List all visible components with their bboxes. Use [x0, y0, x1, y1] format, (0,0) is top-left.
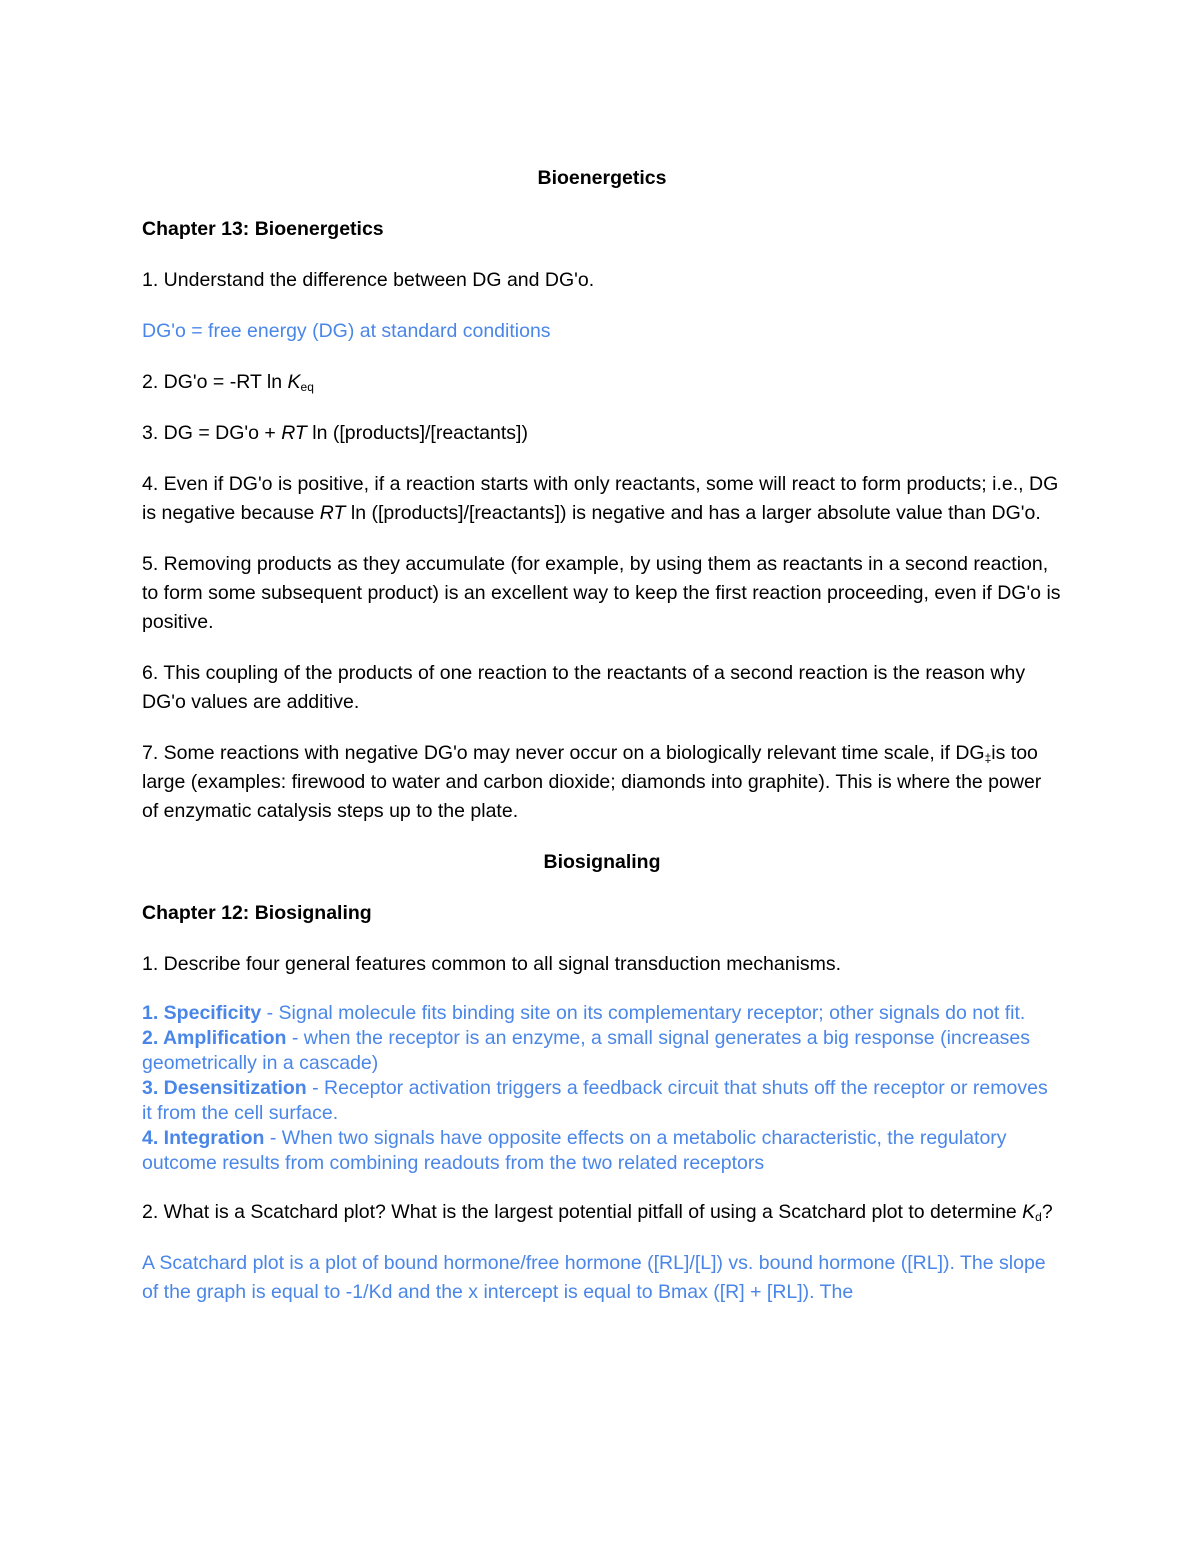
section-title-biosignaling: Biosignaling	[543, 851, 661, 873]
feature-lead: 4. Integration	[142, 1127, 265, 1149]
point-4-pre: 4. Even if DG'o is positive, if a reaction starts with only reactants, some will react to form products; i.e., DG is negative because	[142, 473, 1059, 524]
feature-text: - Receptor activation triggers a feedback circuit that shuts off the receptor or removes it from the cell surface.	[142, 1077, 1048, 1124]
equation-3-post: ln ([products]/[reactants])	[306, 422, 528, 444]
feature-text: - when the receptor is an enzyme, a small signal generates a big response (increases geometrically in a cascade)	[142, 1027, 1031, 1074]
feature-specificity	[142, 1001, 1062, 1026]
feature-text: - When two signals have opposite effects on a metabolic characteristic, the regulatory outcome results from combining readouts from the two related receptors	[142, 1127, 1007, 1174]
feature-integration	[142, 1126, 1062, 1176]
section-title-bioenergetics: Bioenergetics	[537, 167, 667, 189]
equation-3	[142, 419, 1062, 448]
equation-2-text: 2. DG'o = -RT ln	[142, 371, 288, 393]
question-scatchard-k: K	[1022, 1201, 1036, 1223]
equation-2-k: K	[287, 371, 301, 393]
point-7	[142, 739, 1062, 826]
feature-text: - Signal molecule fits binding site on its complementary receptor; other signals do not fit.	[261, 1002, 1026, 1024]
question-signal-features: 1. Describe four general features common to all signal transduction mechanisms.	[142, 953, 842, 975]
point-4-rt: RT	[319, 502, 346, 524]
question-scatchard	[142, 1198, 1062, 1227]
point-5: 5. Removing products as they accumulate (for example, by using them as reactants in a second reaction, to form some subsequent product) is an excellent way to keep the first reaction proceeding, even if DG'o is positive.	[142, 553, 1061, 633]
question-1: 1. Understand the difference between DG and DG'o.	[142, 269, 595, 291]
question-scatchard-pre: 2. What is a Scatchard plot? What is the largest potential pitfall of using a Scatchard plot to determine	[142, 1201, 1023, 1223]
point-7-sym: ‡	[984, 751, 992, 765]
feature-desensitization	[142, 1076, 1062, 1126]
point-6: 6. This coupling of the products of one reaction to the reactants of a second reaction is the reason why DG'o values are additive.	[142, 662, 1026, 713]
question-scatchard-post: ?	[1041, 1201, 1053, 1223]
feature-list	[142, 1001, 1062, 1176]
equation-3-pre: 3. DG = DG'o +	[142, 422, 282, 444]
equation-2-sub: eq	[300, 380, 314, 394]
feature-amplification	[142, 1026, 1062, 1076]
answer-1: DG'o = free energy (DG) at standard conditions	[142, 320, 551, 342]
feature-lead: 2. Amplification	[142, 1027, 287, 1049]
chapter-heading-12: Chapter 12: Biosignaling	[142, 902, 372, 924]
question-scatchard-sub: d	[1035, 1210, 1042, 1224]
feature-lead: 3. Desensitization	[142, 1077, 307, 1099]
answer-scatchard: A Scatchard plot is a plot of bound hormone/free hormone ([RL]/[L]) vs. bound hormone ([RL]). The slope of the graph is equal to -1/Kd and the x intercept is equal to Bmax ([R] + [RL]). The	[142, 1252, 1046, 1303]
point-4	[142, 470, 1062, 528]
equation-2	[142, 368, 1062, 397]
point-7-post: is too large (examples: firewood to water and carbon dioxide; diamonds into graphite). This is where the power of enzymatic catalysis steps up to the plate.	[142, 742, 1042, 822]
chapter-heading-13: Chapter 13: Bioenergetics	[142, 218, 384, 240]
feature-lead: 1. Specificity	[142, 1002, 262, 1024]
point-4-post: ln ([products]/[reactants]) is negative and has a larger absolute value than DG'o.	[345, 502, 1041, 524]
document-page	[142, 164, 1062, 1329]
equation-3-rt: RT	[281, 422, 307, 444]
point-7-pre: 7. Some reactions with negative DG'o may never occur on a biologically relevant time scale, if DG	[142, 742, 985, 764]
